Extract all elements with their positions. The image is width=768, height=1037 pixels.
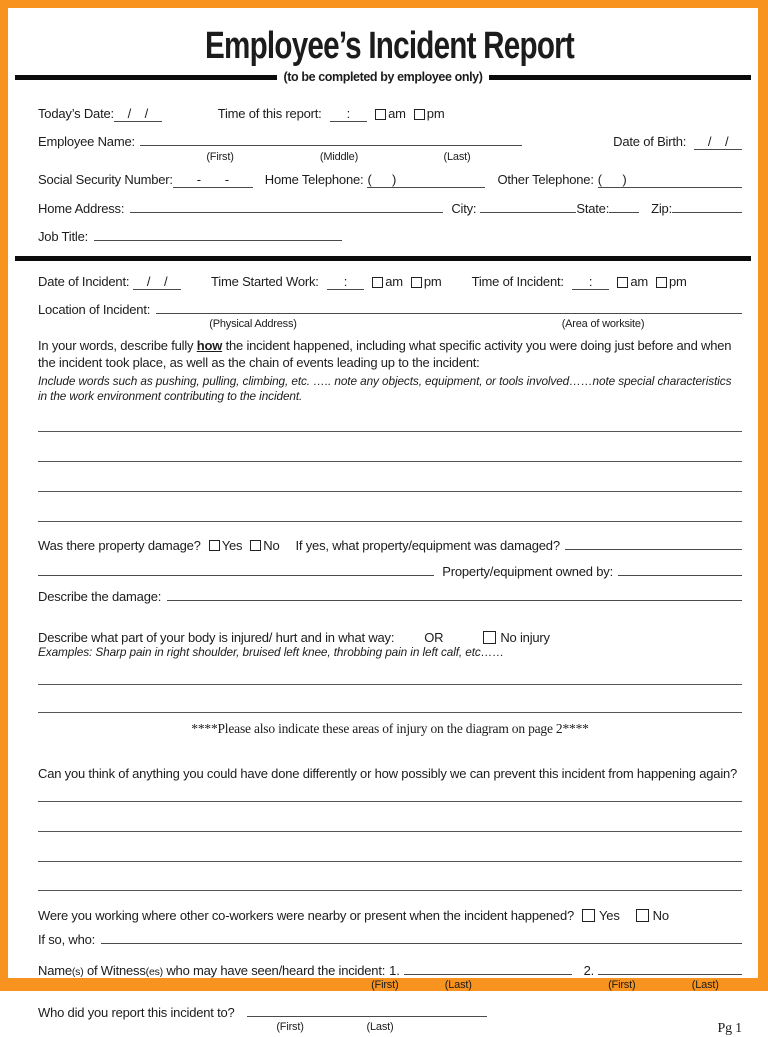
property-damaged-field[interactable] bbox=[565, 549, 742, 550]
prevention-write-line[interactable] bbox=[38, 802, 742, 832]
property-owner-field[interactable] bbox=[618, 575, 742, 576]
witness-sublabels bbox=[38, 979, 742, 991]
started-pm-checkbox[interactable] bbox=[411, 277, 422, 288]
incident-time-label: Time of Incident: bbox=[471, 274, 564, 289]
incident-location-row bbox=[38, 302, 742, 317]
property-no-label: No bbox=[263, 538, 280, 553]
witness-2-number: 2. bbox=[583, 963, 595, 978]
home-telephone-label: Home Telephone: bbox=[264, 172, 364, 187]
coworkers-yes-label: Yes bbox=[599, 908, 620, 923]
injury-examples: Examples: Sharp pain in right shoulder, bruised left knee, throbbing pain in left calf, etc…… bbox=[38, 645, 505, 659]
employee-name-field[interactable] bbox=[140, 145, 522, 146]
incident-date-row bbox=[38, 274, 742, 290]
narrative-write-line[interactable] bbox=[38, 492, 742, 522]
no-injury-checkbox[interactable] bbox=[483, 631, 496, 644]
no-injury-label: No injury bbox=[500, 630, 550, 645]
witness-1-last-hint: (Last) bbox=[444, 979, 472, 991]
report-pm-label: pm bbox=[426, 106, 445, 121]
property-owned-by-label: Property/equipment owned by: bbox=[442, 564, 613, 579]
started-pm-label: pm bbox=[423, 274, 442, 289]
if-so-who-label: If so, who: bbox=[38, 932, 96, 947]
or-label: OR bbox=[424, 630, 444, 645]
state-label: State: bbox=[576, 201, 610, 216]
property-yes-label: Yes bbox=[221, 538, 243, 553]
last-name-hint: (Last) bbox=[443, 151, 471, 163]
prevention-write-line[interactable] bbox=[38, 782, 742, 802]
coworkers-row bbox=[38, 908, 742, 923]
prevention-write-line[interactable] bbox=[38, 862, 742, 891]
if-so-who-row bbox=[38, 932, 742, 947]
other-telephone-field[interactable]: ( ) bbox=[598, 172, 742, 188]
injury-row bbox=[38, 630, 742, 645]
narrative-prompt-post: the incident happened, including what specific activity you were doing just before and when the incident took place, as well as the chain of events leading up to the incident: bbox=[38, 338, 732, 370]
report-am-label: am bbox=[388, 106, 406, 121]
area-of-worksite-hint: (Area of worksite) bbox=[561, 318, 645, 330]
witness-2-first-hint: (First) bbox=[608, 979, 636, 991]
witness-2-field[interactable] bbox=[598, 974, 742, 975]
todays-date-field[interactable]: / / bbox=[113, 106, 162, 121]
other-telephone-label: Other Telephone: bbox=[497, 172, 594, 187]
witness-1-field[interactable] bbox=[404, 974, 572, 975]
page-title: Employee’s Incident Report bbox=[205, 25, 575, 67]
home-telephone-field[interactable]: ( ) bbox=[367, 172, 485, 188]
incident-pm-checkbox[interactable] bbox=[656, 277, 667, 288]
injury-write-line[interactable] bbox=[38, 660, 742, 685]
report-time-field[interactable]: : bbox=[329, 106, 368, 121]
report-to-last-hint: (Last) bbox=[366, 1021, 394, 1033]
incident-location-field[interactable] bbox=[156, 313, 742, 314]
if-so-who-field[interactable] bbox=[101, 943, 742, 944]
property-if-yes-label: If yes, what property/equipment was damaged? bbox=[295, 538, 560, 553]
report-to-first-hint: (First) bbox=[276, 1021, 304, 1033]
job-title-row bbox=[38, 229, 742, 244]
incident-date-field[interactable]: / / bbox=[133, 274, 182, 289]
ssn-label: Social Security Number: bbox=[38, 172, 173, 187]
first-name-hint: (First) bbox=[206, 151, 234, 163]
witness-1-number: 1. bbox=[389, 963, 400, 978]
property-no-checkbox[interactable] bbox=[250, 540, 261, 551]
dob-field[interactable]: / / bbox=[694, 134, 742, 149]
witness-label-pre: Name bbox=[38, 963, 72, 978]
coworkers-no-label: No bbox=[652, 908, 669, 923]
time-started-label: Time Started Work: bbox=[211, 274, 319, 289]
location-sublabels bbox=[38, 318, 742, 330]
home-address-label: Home Address: bbox=[38, 201, 125, 216]
property-damage-row bbox=[38, 538, 742, 553]
report-to-row bbox=[38, 1005, 742, 1020]
narrative-prompt-emphasis: how bbox=[196, 338, 223, 353]
report-pm-checkbox[interactable] bbox=[414, 109, 425, 120]
ssn-phone-row bbox=[38, 172, 742, 188]
witness-row bbox=[38, 963, 742, 978]
employee-name-sublabels bbox=[38, 151, 742, 163]
city-field[interactable] bbox=[480, 212, 576, 213]
page-number: Pg 1 bbox=[717, 1021, 742, 1036]
state-field[interactable] bbox=[609, 212, 639, 213]
home-address-field[interactable] bbox=[130, 212, 443, 213]
zip-field[interactable] bbox=[672, 212, 742, 213]
narrative-write-line[interactable] bbox=[38, 462, 742, 492]
subtitle-rule-left bbox=[15, 75, 277, 80]
property-damage-question: Was there property damage? bbox=[38, 538, 201, 553]
incident-am-checkbox[interactable] bbox=[617, 277, 628, 288]
witness-2-last-hint: (Last) bbox=[691, 979, 719, 991]
property-damaged-field-continued[interactable] bbox=[38, 575, 434, 576]
witness-label-mid: of Witness bbox=[83, 963, 146, 978]
subtitle-rule-right bbox=[489, 75, 751, 80]
prevention-write-line[interactable] bbox=[38, 832, 742, 862]
employee-name-label: Employee Name: bbox=[38, 134, 135, 149]
employee-name-row bbox=[38, 134, 742, 150]
dob-label: Date of Birth: bbox=[613, 134, 687, 149]
report-to-field[interactable] bbox=[247, 1016, 487, 1017]
damage-description-row bbox=[38, 589, 742, 604]
report-date-row bbox=[38, 106, 742, 122]
started-am-checkbox[interactable] bbox=[372, 277, 383, 288]
coworkers-no-checkbox[interactable] bbox=[636, 909, 649, 922]
job-title-field[interactable] bbox=[94, 240, 342, 241]
narrative-prompt bbox=[38, 337, 742, 371]
job-title-label: Job Title: bbox=[38, 229, 89, 244]
subtitle-bar bbox=[15, 70, 751, 84]
subtitle: (to be completed by employee only) bbox=[283, 70, 483, 84]
report-to-sublabels bbox=[38, 1021, 742, 1037]
describe-damage-label: Describe the damage: bbox=[38, 589, 162, 604]
incident-date-label: Date of Incident: bbox=[38, 274, 130, 289]
middle-name-hint: (Middle) bbox=[319, 151, 359, 163]
section-divider bbox=[15, 256, 751, 261]
narrative-note: Include words such as pushing, pulling, climbing, etc. ….. note any objects, equipment, or tools involved……note special characteristics in the work environment contributing to the incident. bbox=[38, 374, 732, 403]
narrative-prompt-pre: In your words, describe fully bbox=[38, 338, 197, 353]
diagram-note: ****Please also indicate these areas of injury on the diagram on page 2**** bbox=[191, 721, 589, 736]
incident-am-label: am bbox=[630, 274, 648, 289]
property-yes-checkbox[interactable] bbox=[209, 540, 220, 551]
ssn-field[interactable]: - - bbox=[172, 172, 253, 187]
incident-location-label: Location of Incident: bbox=[38, 302, 151, 317]
time-started-field[interactable]: : bbox=[326, 274, 365, 289]
prevention-question: Can you think of anything you could have done differently or how possibly we can prevent this incident from happening again? bbox=[38, 766, 738, 781]
injury-write-line[interactable] bbox=[38, 685, 742, 713]
physical-address-hint: (Physical Address) bbox=[209, 318, 297, 330]
report-time-label: Time of this report: bbox=[217, 106, 322, 121]
witness-label-s: (s) bbox=[71, 966, 84, 978]
zip-label: Zip: bbox=[651, 201, 672, 216]
narrative-write-line[interactable] bbox=[38, 432, 742, 462]
todays-date-label: Today’s Date: bbox=[38, 106, 114, 121]
witness-label-rest: who may have seen/heard the incident: bbox=[162, 963, 386, 978]
property-owner-row bbox=[38, 564, 742, 579]
started-am-label: am bbox=[385, 274, 403, 289]
city-label: City: bbox=[451, 201, 477, 216]
coworkers-yes-checkbox[interactable] bbox=[582, 909, 595, 922]
witness-label-es: (es) bbox=[145, 966, 163, 978]
incident-time-field[interactable]: : bbox=[571, 274, 610, 289]
incident-pm-label: pm bbox=[669, 274, 687, 289]
report-am-checkbox[interactable] bbox=[375, 109, 386, 120]
damage-description-field[interactable] bbox=[167, 600, 742, 601]
report-to-question: Who did you report this incident to? bbox=[38, 1005, 235, 1020]
witness-1-first-hint: (First) bbox=[371, 979, 399, 991]
injury-question: Describe what part of your body is injured/ hurt and in what way: bbox=[38, 630, 395, 645]
coworkers-question: Were you working where other co-workers were nearby or present when the incident happened? bbox=[38, 908, 575, 923]
narrative-write-line[interactable] bbox=[38, 404, 742, 432]
address-row bbox=[38, 201, 742, 216]
